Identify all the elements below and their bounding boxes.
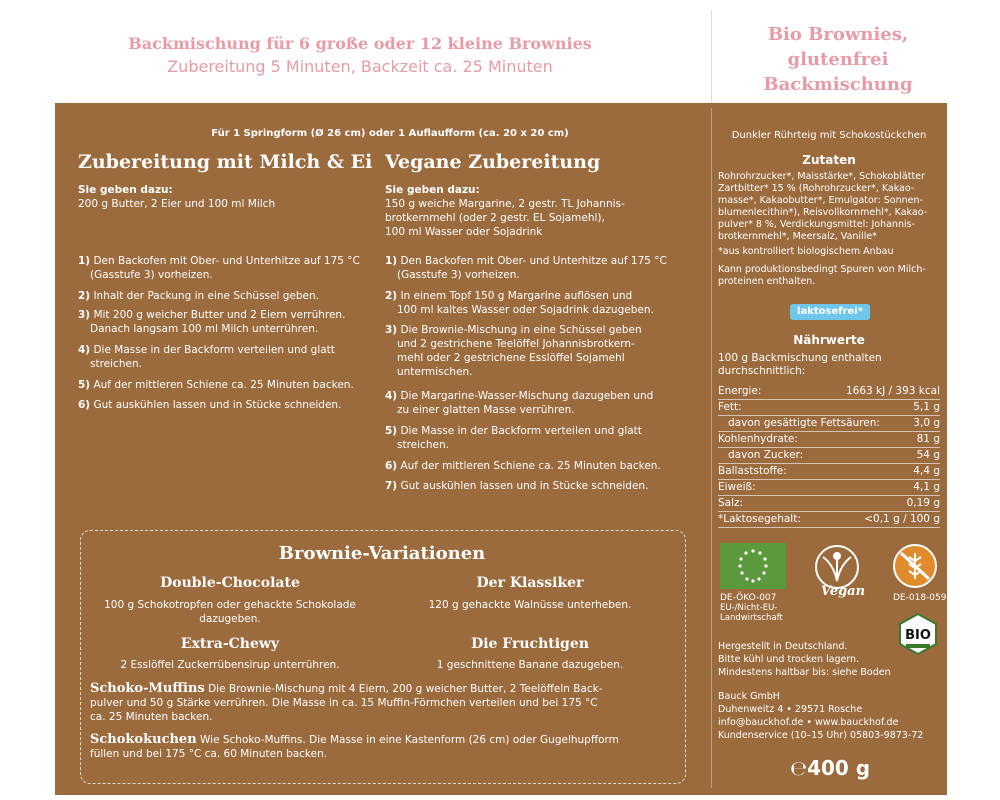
milk-step: 2) Inhalt der Packung in eine Schüssel geben.	[78, 290, 319, 302]
milk-step: 3) Mit 200 g weicher Butter und 2 Eiern verrühren. Danach langsam 100 ml Milch unterrühren.	[78, 309, 346, 335]
variations-title: Brownie-Variationen	[278, 543, 486, 564]
production-info: Hergestellt in Deutschland. Bitte kühl und trocken lagern. Mindestens haltbar bis: siehe Boden	[718, 641, 891, 678]
vegan-step: 1) Den Backofen mit Ober- und Unterhitze auf 175 °C (Gasstufe 3) vorheizen.	[385, 255, 667, 281]
eu-organic-logo-icon	[720, 543, 786, 589]
header-line1: Backmischung für 6 große oder 12 kleine Brownies	[128, 34, 592, 53]
trace-note: Kann produktionsbedingt Spuren von Milch- proteinen enthalten.	[718, 264, 926, 287]
cake-title: Schokokuchen	[90, 732, 197, 747]
gluten-free-code: DE-018-059	[893, 593, 947, 603]
nutrition-row: Eiweiß: 4,1 g	[718, 481, 940, 496]
milk-step: 4) Die Masse in der Backform verteilen und glatt streichen.	[78, 344, 335, 370]
vegan-step: 7) Gut auskühlen lassen und in Stücke schneiden.	[385, 480, 649, 492]
fruity-text: 1 geschnittene Banane dazugeben.	[436, 659, 624, 671]
fruity-title: Die Fruchtigen	[471, 636, 589, 652]
scalloped-edge	[55, 98, 947, 108]
eu-organic-origin: EU-/Nicht-EU- Landwirtschaft	[720, 603, 783, 623]
milk-step: 1) Den Backofen mit Ober- und Unterhitze auf 175 °C (Gasstufe 3) vorheizen.	[78, 255, 360, 281]
header-band	[0, 0, 1000, 105]
nutrition-row: Kohlenhydrate: 81 g	[718, 433, 940, 448]
form-note: Für 1 Springform (Ø 26 cm) oder 1 Auflaufform (ca. 20 x 20 cm)	[211, 128, 569, 139]
header-subtitle	[60, 34, 660, 76]
product-title	[738, 22, 938, 97]
vegan-step: 3) Die Brownie-Mischung in eine Schüssel geben und 2 gestrichene Teelöffel Johannisbrotkern- mehl oder 2 gestrichene Esslöffel Sojamehl untermischen.	[385, 324, 642, 378]
product-description: Dunkler Rührteig mit Schokostückchen	[731, 130, 927, 141]
extra-chewy-text: 2 Esslöffel Zuckerrübensirup unterrühren.	[120, 659, 340, 671]
vegan-step: 5) Die Masse in der Backform verteilen und glatt streichen.	[385, 425, 642, 451]
milk-heading: Zubereitung mit Milch & Ei	[78, 151, 373, 173]
product-title-line3: Backmischung	[763, 74, 913, 95]
bio-seal-icon	[896, 612, 940, 656]
vegan-heading: Vegane Zubereitung	[385, 151, 601, 173]
nutrition-row: Salz: 0,19 g	[718, 497, 940, 512]
nutrition-row: davon gesättigte Fettsäuren: 3,0 g	[718, 417, 940, 432]
header-divider	[711, 10, 712, 105]
nutrition-row: *Laktosegehalt: <0,1 g / 100 g	[718, 513, 940, 528]
gluten-free-logo-icon	[891, 543, 939, 589]
company-info: Bauck GmbH Duhenweitz 4 • 29571 Rosche info@bauckhof.de • www.bauckhof.de Kundenservice (10–15 Uhr) 05803-9873-72	[718, 691, 924, 741]
vegan-logo-label: Vegan	[820, 584, 866, 599]
ingredients-list: Rohrohrzucker*, Maisstärke*, Schokoblätter Zartbitter* 15 % (Rohrohrzucker*, Kakao- masse*, Kakaobutter*, Emulgator: Sonnen- blumenlecithin*), Reisvollkornmehl*, Kakao- pulver* 8 %, Verdickungsmittel: Johannis- brotkernmehl*, Meersalz, Vanille*	[718, 171, 928, 242]
nutrition-intro: 100 g Backmischung enthalten durchschnittlich:	[718, 352, 882, 377]
product-title-line1: Bio Brownies,	[767, 24, 909, 45]
nutrition-row: Fett: 5,1 g	[718, 401, 940, 416]
product-title-line2: glutenfrei	[787, 49, 889, 70]
ingredients-title: Zutaten	[802, 153, 856, 167]
double-chocolate-text: 100 g Schokotropfen oder gehackte Schokolade dazugeben.	[104, 599, 356, 625]
nutrition-row: Energie: 1663 kJ / 393 kcal	[718, 385, 940, 400]
vegan-subheading: Sie geben dazu:	[385, 184, 480, 196]
eu-organic-code: DE-ÖKO-007	[720, 593, 777, 603]
muffins-title: Schoko-Muffins	[90, 681, 205, 696]
muffins-text: Schoko-Muffins Die Brownie-Mischung mit 4 Eiern, 200 g weicher Butter, 2 Teelöffeln Back- pulver und 50 g Stärke verrühren. Die Masse in ca. 15 Muffin-Förmchen verteilen und bei 175 °C ca. 25 Minuten backen.	[90, 681, 603, 723]
nutrition-row: davon Zucker: 54 g	[718, 449, 940, 464]
milk-ingredients: 200 g Butter, 2 Eier und 100 ml Milch	[78, 198, 276, 210]
nutrition-title: Nährwerte	[793, 333, 865, 347]
nutrition-row: Ballaststoffe: 4,4 g	[718, 465, 940, 480]
vegan-step: 6) Auf der mittleren Schiene ca. 25 Minuten backen.	[385, 460, 661, 472]
classic-text: 120 g gehackte Walnüsse unterheben.	[428, 599, 632, 611]
vegan-step: 4) Die Margarine-Wasser-Mischung dazugeben und zu einer glatten Masse verrühren.	[385, 390, 654, 416]
extra-chewy-title: Extra-Chewy	[180, 636, 280, 652]
classic-title: Der Klassiker	[476, 575, 584, 591]
milk-subheading: Sie geben dazu:	[78, 184, 173, 196]
lactose-free-badge: laktosefrei*	[790, 304, 870, 320]
column-separator	[711, 108, 712, 788]
double-chocolate-title: Double-Chocolate	[160, 575, 300, 591]
vegan-ingredients: 150 g weiche Margarine, 2 gestr. TL Johannis- brotkernmehl (oder 2 gestr. EL Sojamehl), 100 ml Wasser oder Sojadrink	[385, 198, 625, 238]
milk-step: 5) Auf der mittleren Schiene ca. 25 Minuten backen.	[78, 379, 354, 391]
organic-note: *aus kontrolliert biologischem Anbau	[718, 246, 894, 257]
net-weight: ℮400 g	[790, 756, 871, 780]
vegan-logo-icon	[805, 543, 875, 601]
milk-step: 6) Gut auskühlen lassen und in Stücke schneiden.	[78, 399, 342, 411]
cake-text: Schokokuchen Wie Schoko-Muffins. Die Masse in eine Kastenform (26 cm) oder Gugelhupfform füllen und bei 175 °C ca. 60 Minuten backen.	[90, 732, 619, 760]
vegan-step: 2) In einem Topf 150 g Margarine auflösen und 100 ml kaltes Wasser oder Sojadrink dazugeben.	[385, 290, 654, 316]
bio-seal-label: BIO	[905, 628, 931, 643]
header-line2: Zubereitung 5 Minuten, Backzeit ca. 25 Minuten	[167, 57, 553, 76]
